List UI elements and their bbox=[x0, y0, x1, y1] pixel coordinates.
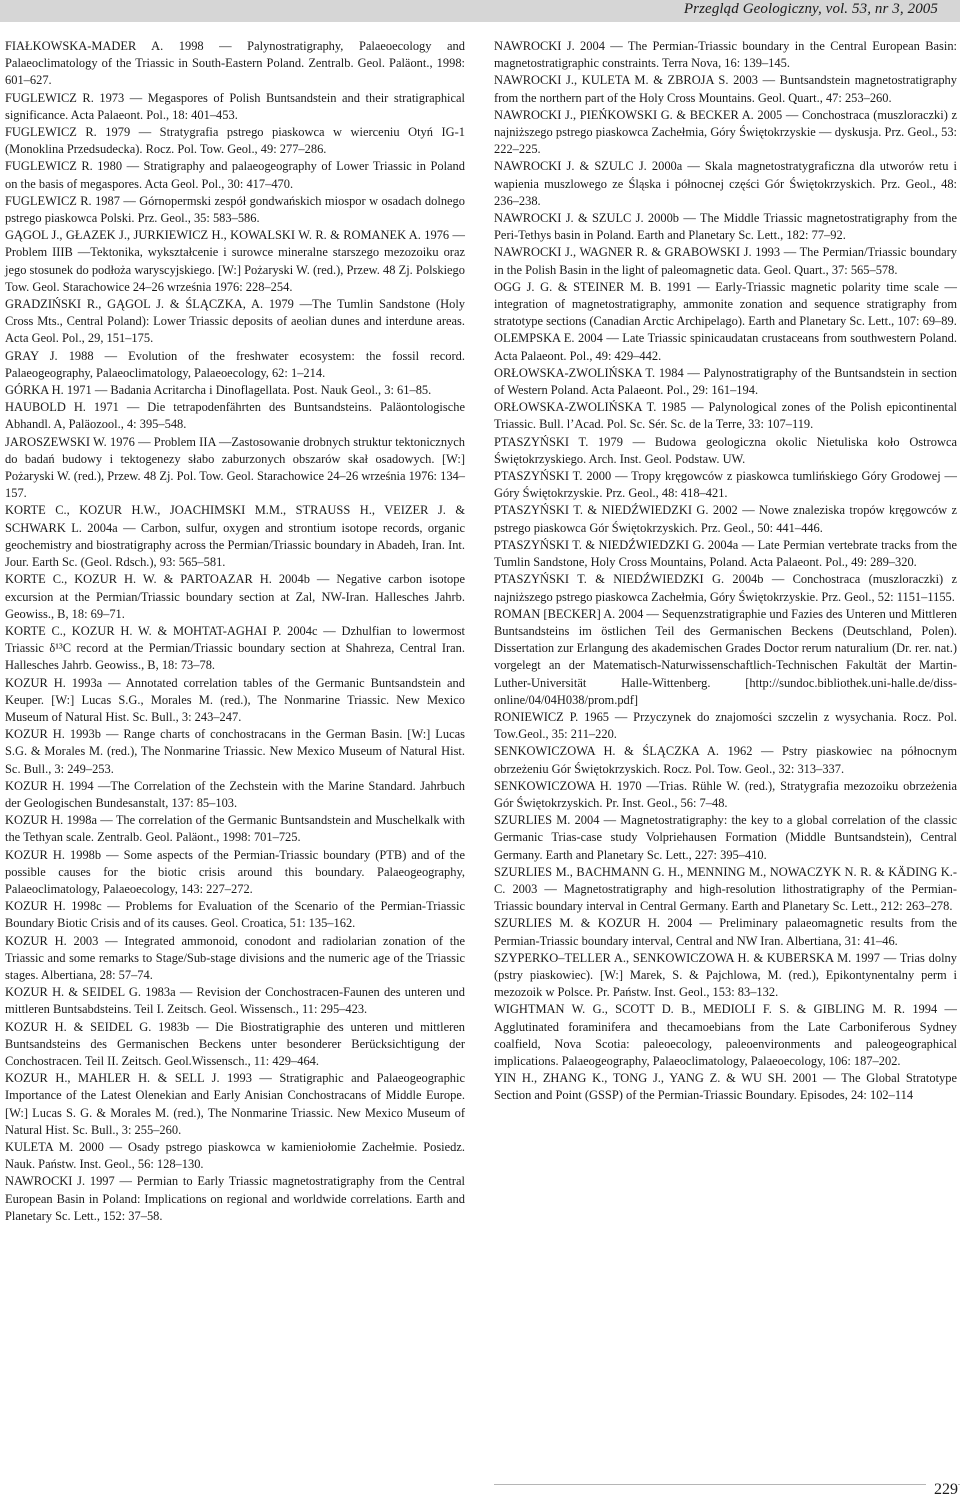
reference-entry: KOZUR H. 1998a — The correlation of the Germanic Buntsandstein and Muschelkalk with the Tethyan scale. Zentralb. Geol. Paläont., 1998: 701–725. bbox=[5, 813, 465, 845]
reference-entry: KORTE C., KOZUR H. W. & MOHTAT-AGHAI P. 2004c — Dzhulfian to lowermost Triassic δ¹³C record at the Permian/Triassic boundary section at Shahreza, Central Iran. Hallesches Jahrb. Geowiss., B, 18: 73–78. bbox=[5, 623, 465, 673]
reference-entry: NAWROCKI J. 2004 — The Permian-Triassic boundary in the Central European Basin: magnetostratigraphic constraints. Terra Nova, 16: 139–145. bbox=[494, 39, 957, 71]
reference-entry: KOZUR H. 1994 —The Correlation of the Zechstein with the Marine Standard. Jahrbuch der Geologischen Bundesanstalt, 137: 85–103. bbox=[5, 778, 465, 810]
reference-entry: HAUBOLD H. 1971 — Die tetrapodenfährten des Buntsandsteins. Paläontologische Abhandl. A, Paläozool., 4: 395–548. bbox=[5, 400, 465, 432]
reference-entry: ORŁOWSKA-ZWOLIŃSKA T. 1985 — Palynological zones of the Polish epicontinental Triassic. Bull. l’Acad. Pol. Sc. Sér. Sc. de la Terre, 33: 107–119. bbox=[494, 400, 957, 432]
reference-entry: FUGLEWICZ R. 1973 — Megaspores of Polish Buntsandstein and their stratigraphical significance. Acta Palaeont. Pol., 18: 401–453. bbox=[5, 90, 465, 122]
reference-entry: ROMAN [BECKER] A. 2004 — Sequenzstratigraphie und Fazies des Unteren und Mittleren Buntsandsteins im östlichen Teil des Germanischen Beckens (Deutschland, Polen). Dissertation zur Erlangung des akademischen Grades Doctor rerum naturalium (Dr. rer. nat.) vorgelegt an der Matematisch-Naturwissenschaftlich-Technischen Fakultät der Martin-Luther-Universität Halle-Wittenberg. [http://sundoc.bibliothek.uni-halle.de/diss-online/04/04H038/prom.pdf] bbox=[494, 606, 957, 707]
reference-entry: RONIEWICZ P. 1965 — Przyczynek do znajomości szczelin z wysychania. Rocz. Pol. Tow.Geol., 35: 211–220. bbox=[494, 709, 957, 742]
reference-entry: OGG J. G. & STEINER M. B. 1991 — Early-Triassic magnetic polarity time scale — integration of magnetostratigraphy, ammonite zonation and sequence stratigraphy from stratotype sections (Canadian Arctic Archipelago). Earth and Planetary Sc. Lett., 107: 69–89. bbox=[494, 279, 957, 329]
reference-entry: KOZUR H. 2003 — Integrated ammonoid, conodont and radiolarian zonation of the Triassic and some remarks to Stage/Sub-stage divisions and the numeric age of the Triassic stages. Albertiana, 28: 57–74. bbox=[5, 933, 465, 982]
journal-header-bar bbox=[0, 0, 960, 22]
page-footer bbox=[0, 1470, 960, 1500]
reference-entry: PTASZYŃSKI T. & NIEDŹWIEDZKI G. 2004a — Late Permian vertebrate tracks from the Tumlin Sandstone, Holy Cross Mountains, Poland. Acta Palaeont. Pol., 49: 289–320. bbox=[494, 537, 957, 570]
reference-entry: SZURLIES M., BACHMANN G. H., MENNING M., NOWACZYK N. R. & KÄDING K.-C. 2003 — Magnetostratigraphy and high-resolution lithostratigraphy of the Permian-Triassic boundary interval in Central Germany. Earth and Planetary Sc. Lett., 212: 263–278. bbox=[494, 864, 957, 914]
reference-entry: NAWROCKI J., PIEŃKOWSKI G. & BECKER A. 2005 — Conchostraca (muszloraczki) z najniższego pstrego piaskowca Zachełmia, Góry Świętokrzyskie — dyskusja. Prz. Geol., 53: 222–225. bbox=[494, 107, 957, 157]
reference-entry: FUGLEWICZ R. 1987 — Górnopermski zespół gondwańskich miospor w osadach dolnego pstrego piaskowca Polski. Prz. Geol., 35: 583–586. bbox=[5, 193, 465, 226]
journal-title: Przegląd Geologiczny, vol. 53, nr 3, 2005 bbox=[683, 1, 938, 17]
reference-entry: SZURLIES M. & KOZUR H. 2004 — Preliminary palaeomagnetic results from the Permian-Triassic boundary interval, Central and NW Iran. Albertiana, 31: 41–46. bbox=[494, 916, 957, 948]
reference-entry: GRAY J. 1988 — Evolution of the freshwater ecosystem: the fossil record. Palaeogeography, Palaeoclimatology, Palaeoecology, 62: 1–214. bbox=[5, 348, 465, 380]
reference-entry: GĄGOL J., GŁAZEK J., JURKIEWICZ H., KOWALSKI W. R. & ROMANEK A. 1976 — Problem IIIB —Tektonika, wykształcenie i surowce mineralne starszego mezozoiku oraz jego stosunek do podłoża waryscyjskiego. [W:] Pożaryski W. (red.), Przew. 48 Zj. Polskiego Tow. Geol. Starachowice 24–26 września 1976: 228–254. bbox=[5, 228, 465, 294]
reference-entry: SZYPERKO–TELLER A., SENKOWICZOWA H. & KUBERSKA M. 1997 — Trias dolny (pstry piaskowiec). [W:] Marek, S. & Pajchlowa, M. (red.), Epikontynentalny perm i mezozoik w Polsce. Pr. Państw. Inst. Geol., 153: 83–132. bbox=[494, 950, 957, 1000]
reference-entry: KOZUR H. 1993b — Range charts of conchostracans in the German Basin. [W:] Lucas S.G. & Morales M. (red.), The Nonmarine Triassic. New Mexico Museum of Natural Hist. Sc. Bull., 3: 249–253. bbox=[5, 727, 465, 776]
reference-entry: KULETA M. 2000 — Osady pstrego piaskowca w kamieniołomie Zachełmie. Posiedz. Nauk. Państw. Inst. Geol., 56: 128–130. bbox=[5, 1140, 465, 1172]
reference-entry: GÓRKA H. 1971 — Badania Acritarcha i Dinoflagellata. Post. Nauk Geol., 3: 61–85. bbox=[5, 383, 432, 398]
reference-entry: SZURLIES M. 2004 — Magnetostratigraphy: the key to a global correlation of the classic Germanic Trias-case study Volpriehausen Formation (Middle Buntsandstein), Central Germany. Earth and Planetary Sc. Lett., 227: 395–410. bbox=[494, 813, 957, 862]
reference-entry: FUGLEWICZ R. 1980 — Stratigraphy and palaeogeography of Lower Triassic in Poland on the basis of megaspores. Acta Geol. Pol., 30: 417–470. bbox=[5, 159, 465, 191]
footer-rule bbox=[494, 1484, 960, 1485]
reference-entry: NAWROCKI J. 1997 — Permian to Early Triassic magnetostratigraphy from the Central European Basin in Poland: Implications on regional and worldwide correlations. Earth and Planetary Sc. Lett., 152: 37–58. bbox=[5, 1174, 465, 1223]
reference-entry: OLEMPSKA E. 2004 — Late Triassic spinicaudatan crustaceans from southwestern Poland. Acta Palaeont. Pol., 49: 429–442. bbox=[494, 331, 957, 363]
reference-entry: NAWROCKI J. & SZULC J. 2000a — Skala magnetostratygraficzna dla utworów retu i wapienia muszlowego ze Śląska i północnej części Gór Świętokrzyskich. Prz. Geol., 48: 236–238. bbox=[494, 159, 957, 208]
reference-entry: KOZUR H. 1993a — Annotated correlation tables of the Germanic Buntsandstein and Keuper. [W:] Lucas S.G., Morales M. (red.), The Nonmarine Triassic. New Mexico Museum of Natural Hist. Sc. Bull., 3: 243–247. bbox=[5, 675, 465, 724]
reference-entry: KOZUR H. 1998c — Problems for Evaluation of the Scenario of the Permian-Triassic Boundary Biotic Crisis and of its causes. Geol. Croatica, 51: 135–162. bbox=[5, 899, 465, 931]
page-number: 229 bbox=[926, 1481, 958, 1499]
reference-entry: PTASZYŃSKI T. & NIEDŹWIEDZKI G. 2004b — Conchostraca (muszloraczki) z najniższego pstrego piaskowca Zachełmia, Góry Świętokrzyskie. Prz. Geol., 52: 1151–1155. bbox=[494, 572, 957, 604]
references-right-column bbox=[494, 38, 957, 1105]
references-left-column bbox=[5, 38, 465, 1225]
reference-entry: KORTE C., KOZUR H.W., JOACHIMSKI M.M., STRAUSS H., VEIZER J. & SCHWARK L. 2004a — Carbon, sulfur, oxygen and strontium isotope records, organic geochemistry and biostratigraphy across the Permian/Triassic boundary in Abadeh, Iran. Int. Jour. Earth Sc. (Geol. Rdsch.), 93: 565–581. bbox=[5, 503, 465, 570]
reference-entry: PTASZYŃSKI T. 1979 — Budowa geologiczna okolic Nietuliska koło Ostrowca Świętokrzyskiego. Arch. Inst. Geol. Podstaw. UW. bbox=[494, 434, 957, 466]
reference-entry: SENKOWICZOWA H. 1970 —Trias. Rühle W. (red.), Stratygrafia mezozoiku obrzeżenia Gór Świętokrzyskich. Pr. Inst. Geol., 56: 7–48. bbox=[494, 778, 957, 810]
reference-entry: KORTE C., KOZUR H. W. & PARTOAZAR H. 2004b — Negative carbon isotope excursion at the Permian/Triassic boundary section at Zal, NW-Iran. Hallesches Jahrb. Geowiss., B, 18: 69–71. bbox=[5, 572, 465, 621]
reference-entry: KOZUR H. & SEIDEL G. 1983b — Die Biostratigraphie des unteren und mittleren Buntsandsteins des Germanischen Beckens unter besonderer Berücksichtigung der Conchostracen. Teil II. Zeitsch. Geol.Wissensch., 11: 429–464. bbox=[5, 1019, 465, 1068]
reference-entry: FIAŁKOWSKA-MADER A. 1998 — Palynostratigraphy, Palaeoecology and Palaeoclimatology of the Triassic in South-Eastern Poland. Zentralb. Geol. Paläont., 1998: 601–627. bbox=[5, 39, 465, 88]
reference-entry: NAWROCKI J., KULETA M. & ZBROJA S. 2003 — Buntsandstein magnetostratigraphy from the northern part of the Holy Cross Mountains. Geol. Quart., 47: 253–260. bbox=[494, 73, 957, 105]
reference-entry: WIGHTMAN W. G., SCOTT D. B., MEDIOLI F. S. & GIBLING M. R. 1994 — Agglutinated foraminifera and thecamoebians from the Late Carboniferous Sydney coalfield, Nova Scotia: paleoecology, paleoenvironments and paleogeographical implications. Palaeogeography, Palaeoclimatology, Palaeoecology, 106: 187–202. bbox=[494, 1002, 957, 1068]
reference-entry: KOZUR H., MAHLER H. & SELL J. 1993 — Stratigraphic and Palaeogeographic Importance of the Latest Olenekian and Early Anisian Conchostracans of Middle Europe. [W:] Lucas S. G. & Morales M. (red.), The Nonmarine Triassic. New Mexico Museum of Natural Hist. Sc. Bull., 3: 255–260. bbox=[5, 1071, 465, 1137]
reference-entry: PTASZYŃSKI T. 2000 — Tropy kręgowców z piaskowca tumlińskiego Góry Grodowej — Góry Świętokrzyskie. Prz. Geol., 48: 418–421. bbox=[494, 469, 957, 501]
reference-entry: FUGLEWICZ R. 1979 — Stratygrafia pstrego piaskowca w wierceniu Otyń IG-1 (Monoklina Przedsudecka). Rocz. Pol. Tow. Geol., 49: 277–286. bbox=[5, 125, 465, 157]
reference-entry: KOZUR H. 1998b — Some aspects of the Permian-Triassic boundary (PTB) and of the possible causes for the biotic crisis around this boundary. Palaeogeography, Palaeoclimatology, Palaeoecology, 143: 227–272. bbox=[5, 847, 465, 896]
reference-entry: KOZUR H. & SEIDEL G. 1983a — Revision der Conchostracen-Faunen des unteren und mittleren Buntsabdsteins. Teil I. Zeitsch. Geol. Wissensch., 11: 295–423. bbox=[5, 985, 465, 1017]
reference-entry: GRADZIŃSKI R., GĄGOL J. & ŚLĄCZKA, A. 1979 —The Tumlin Sandstone (Holy Cross Mts., Central Poland): Lower Triassic deposits of aeolian dunes and interdune areas. Acta Geol. Pol., 29, 151–175. bbox=[5, 297, 465, 346]
reference-entry: JAROSZEWSKI W. 1976 — Problem IIA —Zastosowanie drobnych struktur tektonicznych do badań budowy i tektogenezy słabo zaburzonych obszarów skał osadowych. [W:] Pożaryski W. (red.), Przew. 48 Zj. Pol. Tow. Geol. Starachowice 24–26 września 1976: 134–157. bbox=[5, 434, 465, 501]
reference-entry: NAWROCKI J., WAGNER R. & GRABOWSKI J. 1993 — The Permian/Triassic boundary in the Polish Basin in the light of paleomagnetic data. Geol. Quart., 37: 565–578. bbox=[494, 245, 957, 277]
reference-entry: SENKOWICZOWA H. & ŚLĄCZKA A. 1962 — Pstry piaskowiec na północnym obrzeżeniu Gór Świętokrzyskich. Rocz. Pol. Tow. Geol., 32: 313–337. bbox=[494, 744, 957, 776]
reference-entry: ORŁOWSKA-ZWOLIŃSKA T. 1984 — Palynostratigraphy of the Buntsandstein in section of Western Poland. Acta Palaeont. Pol., 29: 161–194. bbox=[494, 365, 957, 398]
reference-entry: YIN H., ZHANG K., TONG J., YANG Z. & WU SH. 2001 — The Global Stratotype Section and Point (GSSP) of the Permian-Triassic Boundary. Episodes, 24: 102–114 bbox=[494, 1071, 957, 1103]
reference-entry: PTASZYŃSKI T. & NIEDŹWIEDZKI G. 2002 — Nowe znaleziska tropów kręgowców z pstrego piaskowca Gór Świętokrzyskich. Prz. Geol., 50: 441–446. bbox=[494, 503, 957, 535]
reference-entry: NAWROCKI J. & SZULC J. 2000b — The Middle Triassic magnetostratigraphy from the Peri-Tethys basin in Poland. Earth and Planetary Sc. Lett., 182: 77–92. bbox=[494, 211, 957, 243]
